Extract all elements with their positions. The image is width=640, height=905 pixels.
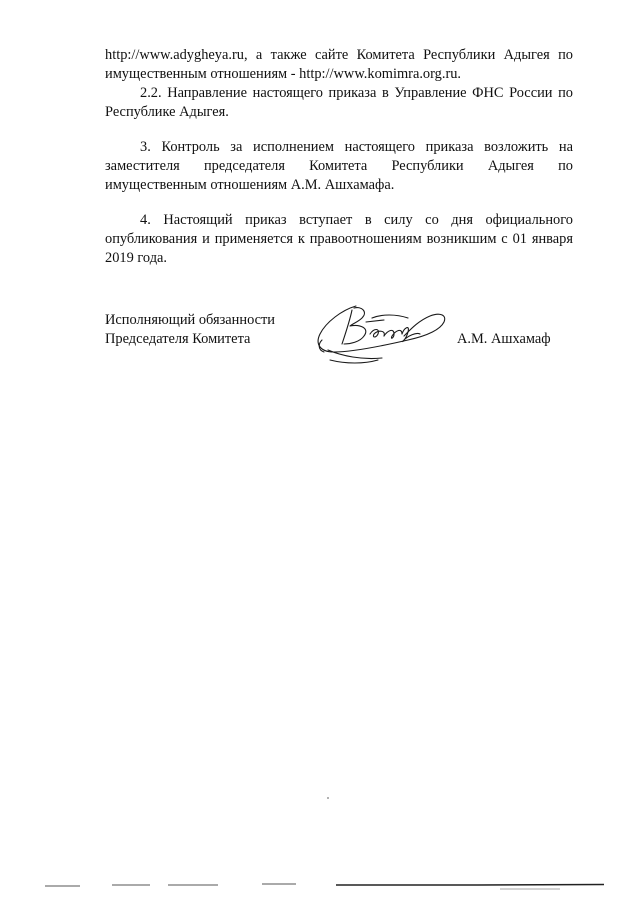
handwritten-signature xyxy=(312,300,452,372)
paragraph-line: 2.2. Направление настоящего приказа в Управление ФНС России по xyxy=(140,85,573,101)
paragraph-3 xyxy=(105,138,573,195)
position-line: Исполняющий обязанности xyxy=(105,312,276,328)
paragraph-line: http://www.adygheya.ru, а также сайте Комитета Республики Адыгея по xyxy=(105,47,573,63)
paragraph-line: 3. Контроль за исполнением настоящего приказа возложить на xyxy=(140,139,573,155)
paragraph-4 xyxy=(105,211,573,268)
paragraph-line: заместителя председателя Комитета Республики Адыгея по xyxy=(105,158,573,174)
paragraph-line: 4. Настоящий приказ вступает в силу со дня официального xyxy=(140,212,573,228)
scan-speck xyxy=(327,797,329,799)
footer-scan-lines xyxy=(0,876,640,896)
signatory-position xyxy=(105,311,275,349)
paragraph-line: Республике Адыгея. xyxy=(105,104,229,120)
paragraph-line: опубликования и применяется к правоотношениям возникшим с 01 января xyxy=(105,231,573,247)
position-line: Председателя Комитета xyxy=(105,331,251,347)
paragraph-line: имущественным отношениям А.М. Ашхамафа. xyxy=(105,177,395,193)
signatory-name: А.М. Ашхамаф xyxy=(457,331,551,347)
paragraph-line: 2019 года. xyxy=(105,250,168,266)
paragraph-line: имущественным отношениям - http://www.komimra.org.ru. xyxy=(105,66,462,82)
scan-rule xyxy=(478,885,604,886)
paragraph-2-2 xyxy=(105,84,573,122)
paragraph-2-1-tail xyxy=(105,46,573,84)
